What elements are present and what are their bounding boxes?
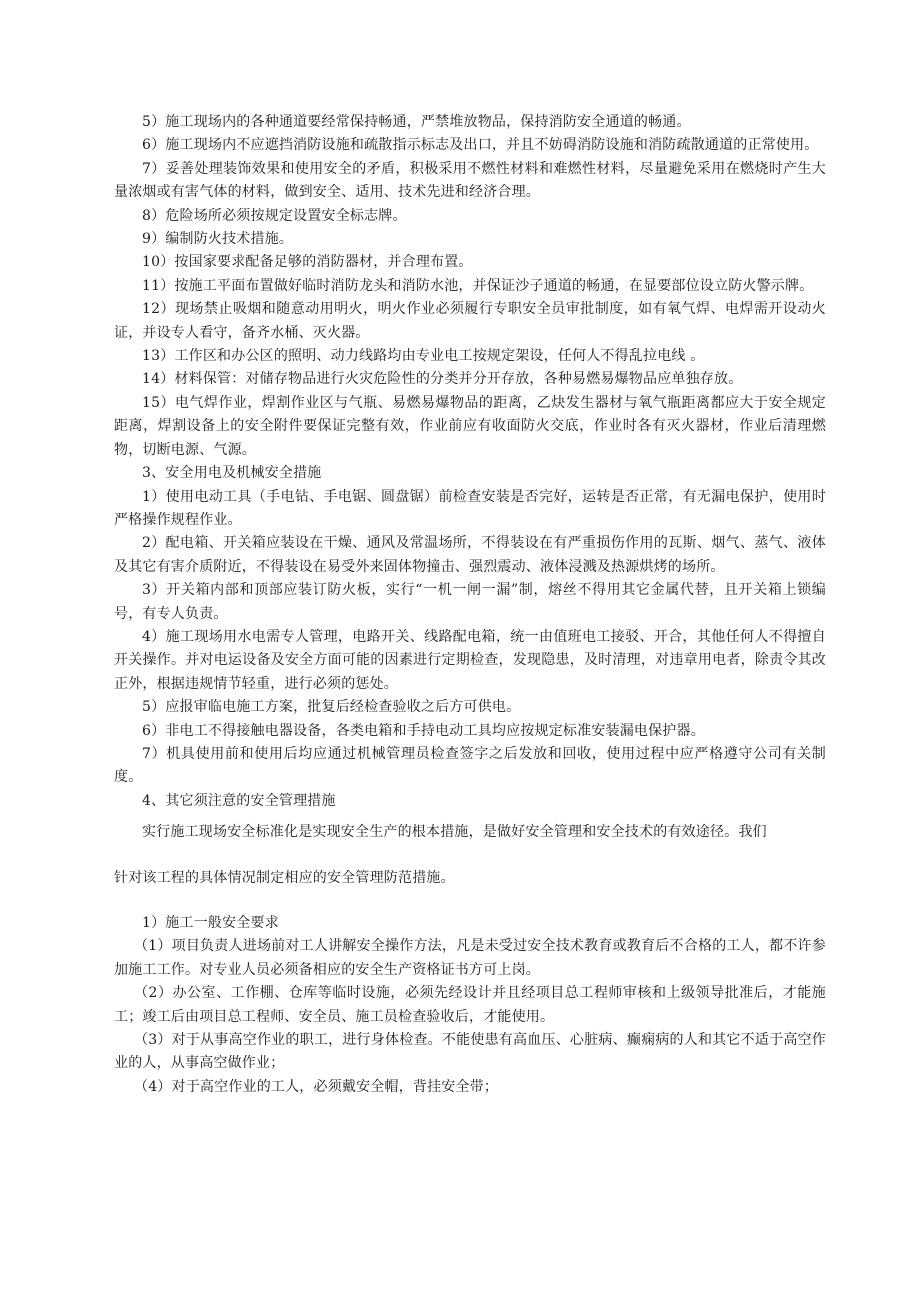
fire-item-5: 5）施工现场内的各种通道要经常保持畅通，严禁堆放物品，保持消防安全通道的畅通。 <box>142 114 691 130</box>
electric-item-6: 6）非电工不得接触电器设备，各类电箱和手持电动工具均应按规定标准安装漏电保护器。 <box>142 722 705 739</box>
electric-item-5: 5）应报审临电施工方案，批复后经检查验收之后方可供电。 <box>142 699 521 716</box>
electric-item-1: 1）使用电动工具（手电钻、手电锯、圆盘锯）前检查安装是否完好，运转是否正常，有无漏电保护，使用时严格操作规程作业。 <box>114 488 826 528</box>
fire-item-11: 11）按施工平面布置做好临时消防龙头和消防水池，并保证沙子通道的畅通，在显要部位设立防火警示牌。 <box>142 277 814 294</box>
general-item-4: （4）对于高空作业的工人，必须戴安全帽，背挂安全带； <box>134 1078 499 1095</box>
fire-item-15: 15）电气焊作业，焊割作业区与气瓶、易燃易爆物品的距离，乙炔发生器材与氧气瓶距离都应大于安全规定距离，焊割设备上的安全附件要保证完整有效，作业前应有收面防火交底，作业时各有灭火器材，作业后清理燃物，切断电源、气源。 <box>114 394 826 458</box>
intro-paragraph-line-1: 实行施工现场安全标准化是实现安全生产的根本措施，是做好安全管理和安全技术的有效途径。我们 <box>142 824 767 841</box>
intro-paragraph-line-2: 针对该工程的具体情况制定相应的安全管理防范措施。 <box>114 869 455 886</box>
fire-item-9: 9）编制防火技术措施。 <box>142 231 294 248</box>
fire-item-14: 14）材料保管：对储存物品进行火灾危险性的分类并分开存放，各种易燃易爆物品应单独存放。 <box>142 371 743 388</box>
fire-item-6: 6）施工现场内不应遮挡消防设施和疏散指示标志及出口，并且不妨碍消防设施和消防疏散通道的正常使用。 <box>142 137 819 154</box>
fire-item-8: 8）危险场所必须按规定设置安全标志牌。 <box>142 207 407 224</box>
fire-item-10: 10）按国家要求配备足够的消防器材，并合理布置。 <box>142 254 473 271</box>
general-item-2: （2）办公室、工作棚、仓库等临时设施，必须先经设计并且经项目总工程师审核和上级领导批准后，才能施工；竣工后由项目总工程师、安全员、施工员检查验收后，才能使用。 <box>114 985 826 1025</box>
general-item-3: （3）对于从事高空作业的职工，进行身体检查。不能使患有高血压、心脏病、癫痫病的人和其它不适于高空作业的人，从事高空做作业； <box>114 1032 826 1072</box>
subheading-general-requirements: 1）施工一般安全要求 <box>142 915 279 931</box>
section-heading-electric: 3、安全用电及机械安全措施 <box>142 465 322 482</box>
fire-item-7: 7）妥善处理装饰效果和使用安全的矛盾，积极采用不燃性材料和难燃性材料，尽量避免采用在燃烧时产生大量浓烟或有害气体的材料，做到安全、适用、技术先进和经济合理。 <box>114 160 826 201</box>
fire-item-12: 12）现场禁止吸烟和随意动用明火，明火作业必须履行专职安全员审批制度，如有氧气焊、电焊需开设动火证，并设专人看守，备齐水桶、灭火器。 <box>114 301 826 341</box>
electric-item-4: 4）施工现场用水电需专人管理，电路开关、线路配电箱，统一由值班电工接驳、开合，其他任何人不得擅自开关操作。并对电运设备及安全方面可能的因素进行定期检查，发现隐患，及时清理，对违章用电者，除责令其改正外，根据违规情节轻重，进行必须的惩处。 <box>114 628 826 692</box>
electric-item-7: 7）机具使用前和使用后均应通过机械管理员检查签字之后发放和回收，使用过程中应严格遵守公司有关制度。 <box>114 745 826 786</box>
section-heading-other: 4、其它须注意的安全管理措施 <box>142 792 336 809</box>
electric-item-2: 2）配电箱、开关箱应装设在干燥、通风及常温场所，不得装设在有严重损伤作用的瓦斯、烟气、蒸气、液体及其它有害介质附近，不得装设在易受外来固体物撞击、强烈震动、液体浸溅及热源烘烤的场所。 <box>114 535 826 575</box>
fire-item-13: 13）工作区和办公区的照明、动力线路均由专业电工按规定架设，任何人不得乱拉电线 。 <box>142 348 705 365</box>
electric-item-3: 3）开关箱内部和顶部应装订防火板，实行“一机一闸一漏”制，熔丝不得用其它金属代替，且开关箱上锁编号，有专人负责。 <box>114 582 826 622</box>
general-item-1: （1）项目负责人进场前对工人讲解安全操作方法，凡是未受过安全技术教育或教育后不合格的工人，都不许参加施工工作。对专业人员必须备相应的安全生产资格证书方可上岗。 <box>114 938 826 978</box>
document-body <box>114 111 826 1099</box>
